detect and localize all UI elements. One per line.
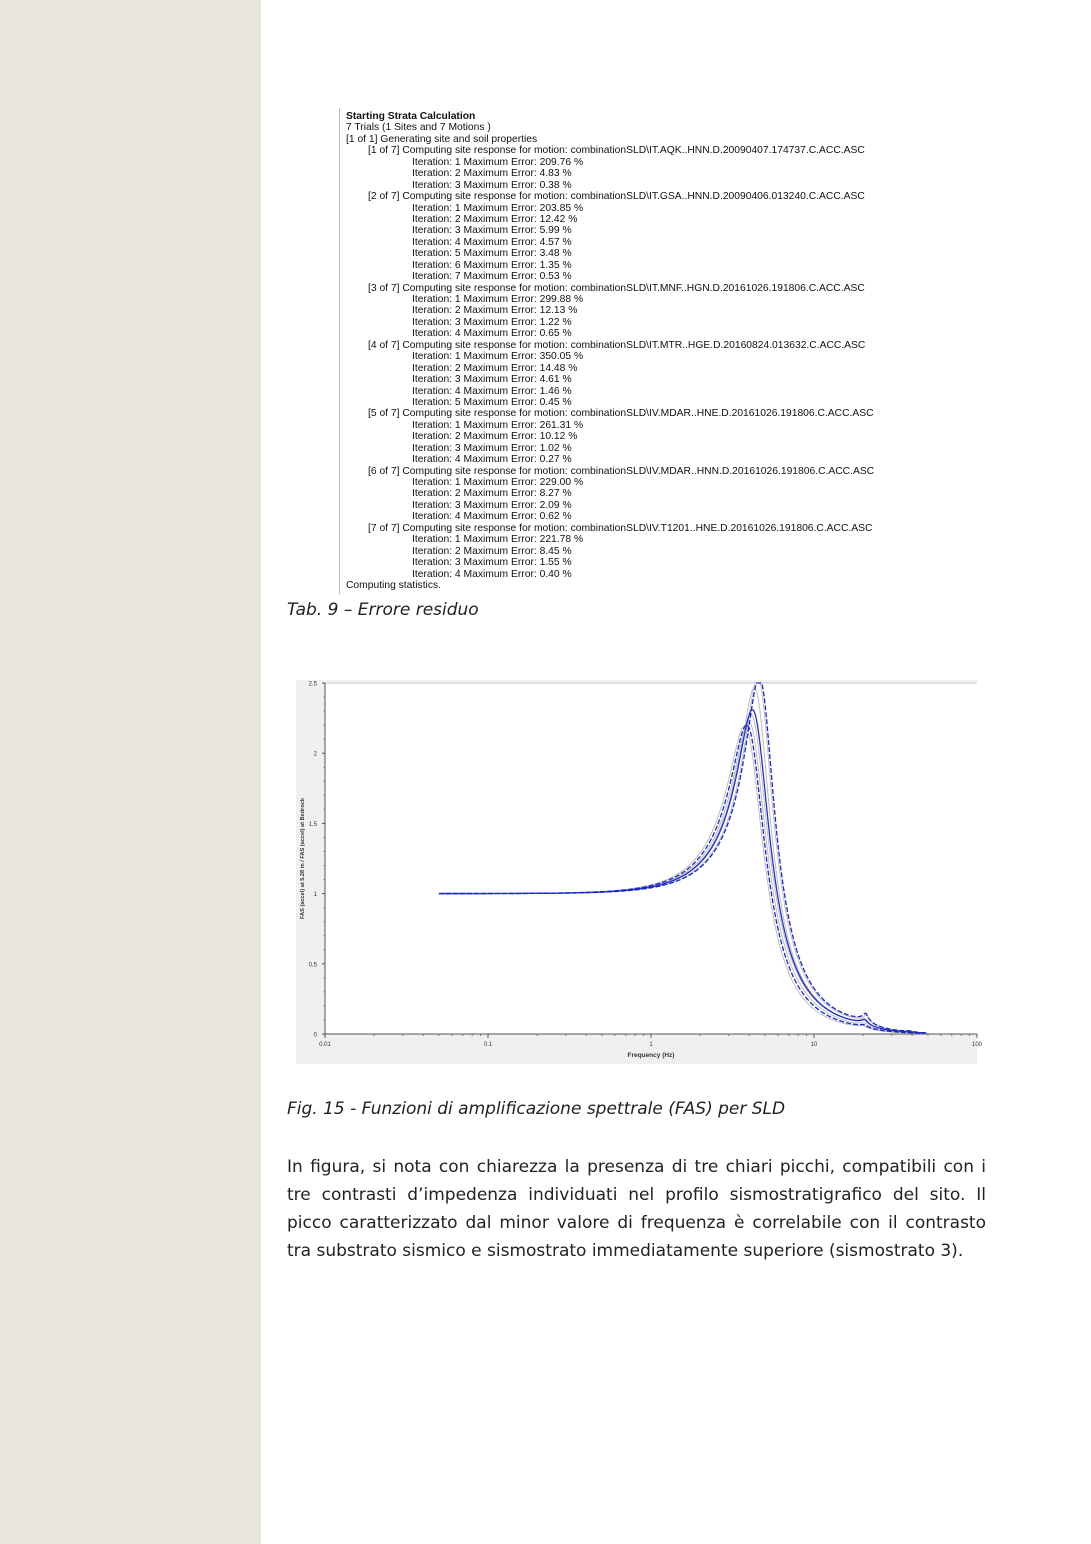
log-line: Iteration: 4 Maximum Error: 0.62 %	[412, 511, 572, 523]
y-tick-label: 0	[313, 1032, 317, 1039]
log-line: Iteration: 5 Maximum Error: 0.45 %	[412, 396, 572, 408]
log-line: [1 of 7] Computing site response for motion: combinationSLD\IT.AQK..HNN.D.20090407.174737.C.ACC.ASC	[368, 145, 865, 157]
x-tick-label: 0.01	[319, 1042, 331, 1048]
y-axis-label: FAS (accel) at 5.28 m / FAS (accel) at Bedrock	[300, 798, 306, 919]
log-line: Iteration: 2 Maximum Error: 4.83 %	[412, 168, 572, 180]
y-tick-label: 0.5	[308, 962, 317, 969]
log-line: Iteration: 2 Maximum Error: 14.48 %	[412, 362, 578, 374]
log-line: Iteration: 1 Maximum Error: 261.31 %	[412, 419, 584, 431]
page-sidebar	[0, 0, 261, 1544]
fas-chart	[296, 680, 983, 1064]
log-line: [6 of 7] Computing site response for motion: combinationSLD\IV.MDAR..HNN.D.20161026.191806.C.ACC.ASC	[368, 465, 875, 477]
log-line: Computing statistics.	[346, 579, 441, 591]
log-line: Iteration: 3 Maximum Error: 1.02 %	[412, 442, 572, 454]
log-line: Iteration: 2 Maximum Error: 8.45 %	[412, 545, 572, 557]
log-line: Iteration: 6 Maximum Error: 1.35 %	[412, 259, 572, 271]
log-line: Iteration: 4 Maximum Error: 0.65 %	[412, 328, 572, 340]
x-tick-label: 10	[810, 1042, 818, 1048]
log-line: [7 of 7] Computing site response for motion: combinationSLD\IV.T1201..HNE.D.20161026.191806.C.ACC.ASC	[368, 522, 873, 534]
log-line: 7 Trials (1 Sites and 7 Motions )	[346, 122, 491, 134]
log-line: [2 of 7] Computing site response for motion: combinationSLD\IT.GSA..HNN.D.20090406.013240.C.ACC.ASC	[368, 191, 865, 203]
body-paragraph: In figura, si nota con chiarezza la presenza di tre chiari picchi, compatibili con i tre contrasti d’impedenza individuati nel profilo sismostratigrafico del sito. Il picco caratterizzato dal minor valore di frequenza è correlabile con il contrasto tra substrato sismico e sismostrato immediatamente superiore (sismostrato 3).	[287, 1157, 986, 1261]
log-line: Iteration: 3 Maximum Error: 2.09 %	[412, 499, 572, 511]
log-line: [4 of 7] Computing site response for motion: combinationSLD\IT.MTR..HGE.D.20160824.013632.C.ACC.ASC	[368, 339, 866, 351]
fas-chart-svg	[296, 680, 983, 1064]
log-line: Iteration: 4 Maximum Error: 0.40 %	[412, 568, 572, 580]
log-line: Iteration: 3 Maximum Error: 5.99 %	[412, 225, 572, 237]
log-line: Iteration: 3 Maximum Error: 1.55 %	[412, 557, 572, 569]
log-line: Iteration: 4 Maximum Error: 1.46 %	[412, 385, 572, 397]
x-tick-label: 0.1	[483, 1042, 493, 1048]
log-line: Iteration: 3 Maximum Error: 4.61 %	[412, 374, 572, 386]
x-tick-label: 100	[971, 1042, 983, 1048]
log-line: Iteration: 1 Maximum Error: 203.85 %	[412, 202, 584, 214]
x-tick-label: 1	[649, 1042, 653, 1048]
y-tick-label: 2.5	[308, 681, 317, 688]
log-line: Iteration: 1 Maximum Error: 299.88 %	[412, 294, 584, 305]
y-tick-label: 1	[313, 892, 317, 899]
log-line: Starting Strata Calculation	[346, 111, 476, 122]
figure-caption: Fig. 15 - Funzioni di amplificazione spettrale (FAS) per SLD	[287, 1099, 786, 1119]
log-line: Iteration: 2 Maximum Error: 10.12 %	[412, 431, 578, 443]
log-line: Iteration: 4 Maximum Error: 4.57 %	[412, 236, 572, 248]
log-line: Iteration: 4 Maximum Error: 0.27 %	[412, 454, 572, 466]
y-tick-label: 1.5	[308, 821, 317, 828]
x-axis-label: Frequency (Hz)	[627, 1052, 675, 1059]
log-line: Iteration: 1 Maximum Error: 209.76 %	[412, 156, 584, 168]
log-line: Iteration: 1 Maximum Error: 221.78 %	[412, 534, 584, 546]
log-lines	[346, 111, 874, 591]
plot-area	[325, 683, 977, 1034]
log-line: Iteration: 2 Maximum Error: 12.42 %	[412, 213, 578, 225]
log-line: [3 of 7] Computing site response for motion: combinationSLD\IT.MNF..HGN.D.20161026.191806.C.ACC.ASC	[368, 282, 865, 294]
log-line: Iteration: 1 Maximum Error: 350.05 %	[412, 351, 584, 363]
log-line: [1 of 1] Generating site and soil properties	[346, 133, 538, 145]
table-caption: Tab. 9 – Errore residuo	[287, 600, 479, 620]
log-line: Iteration: 5 Maximum Error: 3.48 %	[412, 248, 572, 260]
log-line: Iteration: 3 Maximum Error: 0.38 %	[412, 179, 572, 191]
log-line: [5 of 7] Computing site response for motion: combinationSLD\IV.MDAR..HNE.D.20161026.191806.C.ACC.ASC	[368, 408, 874, 420]
log-line: Iteration: 3 Maximum Error: 1.22 %	[412, 316, 572, 328]
log-line: Iteration: 2 Maximum Error: 12.13 %	[412, 305, 578, 317]
y-tick-label: 2	[313, 751, 317, 758]
log-line: Iteration: 2 Maximum Error: 8.27 %	[412, 488, 572, 500]
log-line: Iteration: 1 Maximum Error: 229.00 %	[412, 477, 584, 488]
strata-calculation-log	[339, 108, 960, 594]
log-line: Iteration: 7 Maximum Error: 0.53 %	[412, 271, 572, 283]
